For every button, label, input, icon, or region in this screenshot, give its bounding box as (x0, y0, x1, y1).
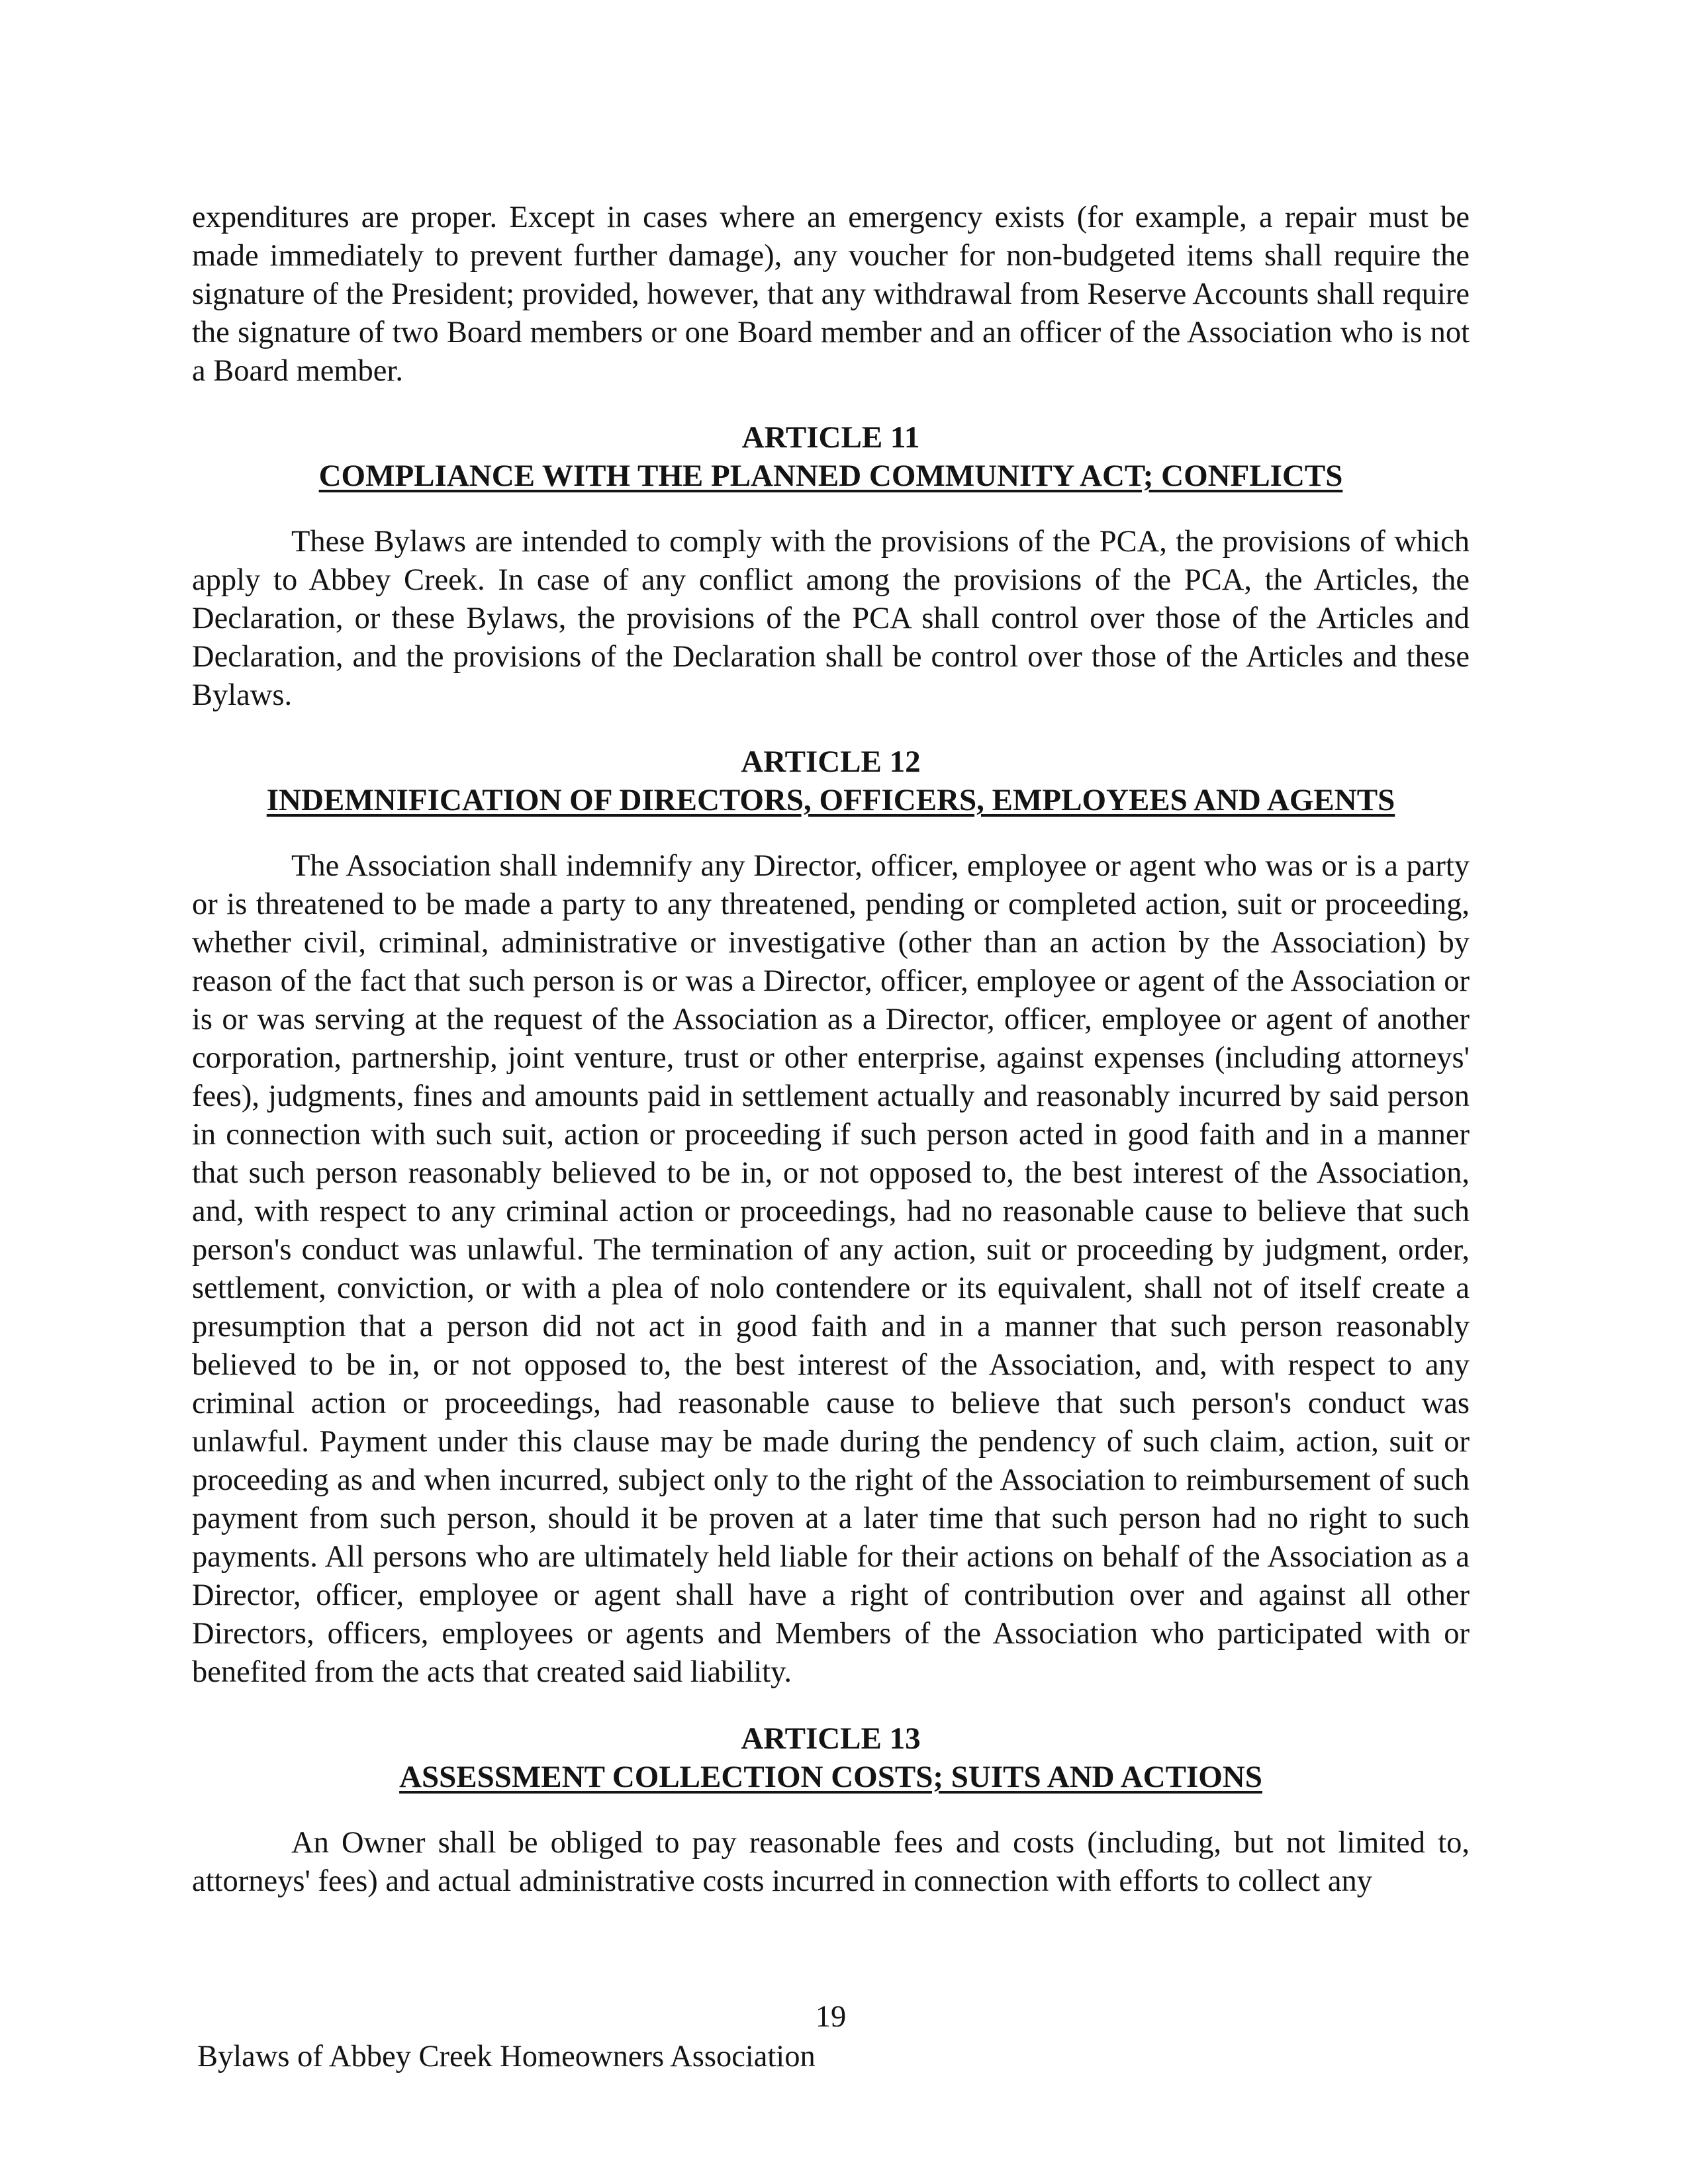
article-13-body: An Owner shall be obliged to pay reasonable fees and costs (including, but not limited to, attorneys' fees) and actual administrative costs incurred in connection with efforts to collect any (192, 1826, 1470, 1898)
article-12-body: The Association shall indemnify any Director, officer, employee or agent who was or is a party or is threatened to be made a party to any threatened, pending or completed action, suit or proceeding, whether civil, criminal, administrative or investigative (other than an action by the Association) by reason of the fact that such person is or was a Director, officer, employee or agent of the Association or is or was serving at the request of the Association as a Director, officer, employee or agent of another corporation, partnership, joint venture, trust or other enterprise, against expenses (including attorneys' fees), judgments, fines and amounts paid in settlement actually and reasonably incurred by said person in connection with such suit, action or proceeding if such person acted in good faith and in a manner that such person reasonably believed to be in, or not opposed to, the best interest of the Association, and, with respect to any criminal action or proceedings, had no reasonable cause to believe that such person's conduct was unlawful. The termination of any action, suit or proceeding by judgment, order, settlement, conviction, or with a plea of nolo contendere or its equivalent, shall not of itself create a presumption that a person did not act in good faith and in a manner that such person reasonably believed to be in, or not opposed to, the best interest of the Association, and, with respect to any criminal action or proceedings, had reasonable cause to believe that such person's conduct was unlawful. Payment under this clause may be made during the pendency of such claim, action, suit or proceeding as and when incurred, subject only to the right of the Association to reimbursement of such payment from such person, should it be proven at a later time that such person had no right to such payments. All persons who are ultimately held liable for their actions on behalf of the Association as a Director, officer, employee or agent shall have a right of contribution over and against all other Directors, officers, employees or agents and Members of the Association who participated with or benefited from the acts that created said liability. (192, 849, 1470, 1689)
article-13-title: ASSESSMENT COLLECTION COSTS; SUITS AND ACTIONS (399, 1760, 1262, 1794)
document-page (192, 199, 1470, 1901)
footer-document-title: Bylaws of Abbey Creek Homeowners Association (197, 2040, 816, 2073)
intro-paragraph: expenditures are proper. Except in cases where an emergency exists (for example, a repair must be made immediately to prevent further damage), any voucher for non-budgeted items shall require the signature of the President; provided, however, that any withdrawal from Reserve Accounts shall require the signature of two Board members or one Board member and an officer of the Association who is not a Board member. (192, 201, 1470, 388)
article-12-title: INDEMNIFICATION OF DIRECTORS, OFFICERS, EMPLOYEES AND AGENTS (266, 783, 1395, 817)
article-12-heading (192, 743, 1470, 819)
page-number: 19 (815, 2000, 847, 2034)
article-11-title: COMPLIANCE WITH THE PLANNED COMMUNITY ACT; CONFLICTS (318, 459, 1343, 493)
page-footer (192, 1999, 1470, 2075)
article-13-number: ARTICLE 13 (741, 1721, 921, 1756)
article-13-heading (192, 1719, 1470, 1796)
article-11-body: These Bylaws are intended to comply with the provisions of the PCA, the provisions of which apply to Abbey Creek. In case of any conflict among the provisions of the PCA, the Articles, the Declaration, or these Bylaws, the provisions of the PCA shall control over those of the Articles and Declaration, and the provisions of the Declaration shall be control over those of the Articles and these Bylaws. (192, 525, 1470, 712)
article-12-number: ARTICLE 12 (741, 745, 921, 779)
article-11-number: ARTICLE 11 (741, 420, 920, 455)
article-11-heading (192, 418, 1470, 495)
